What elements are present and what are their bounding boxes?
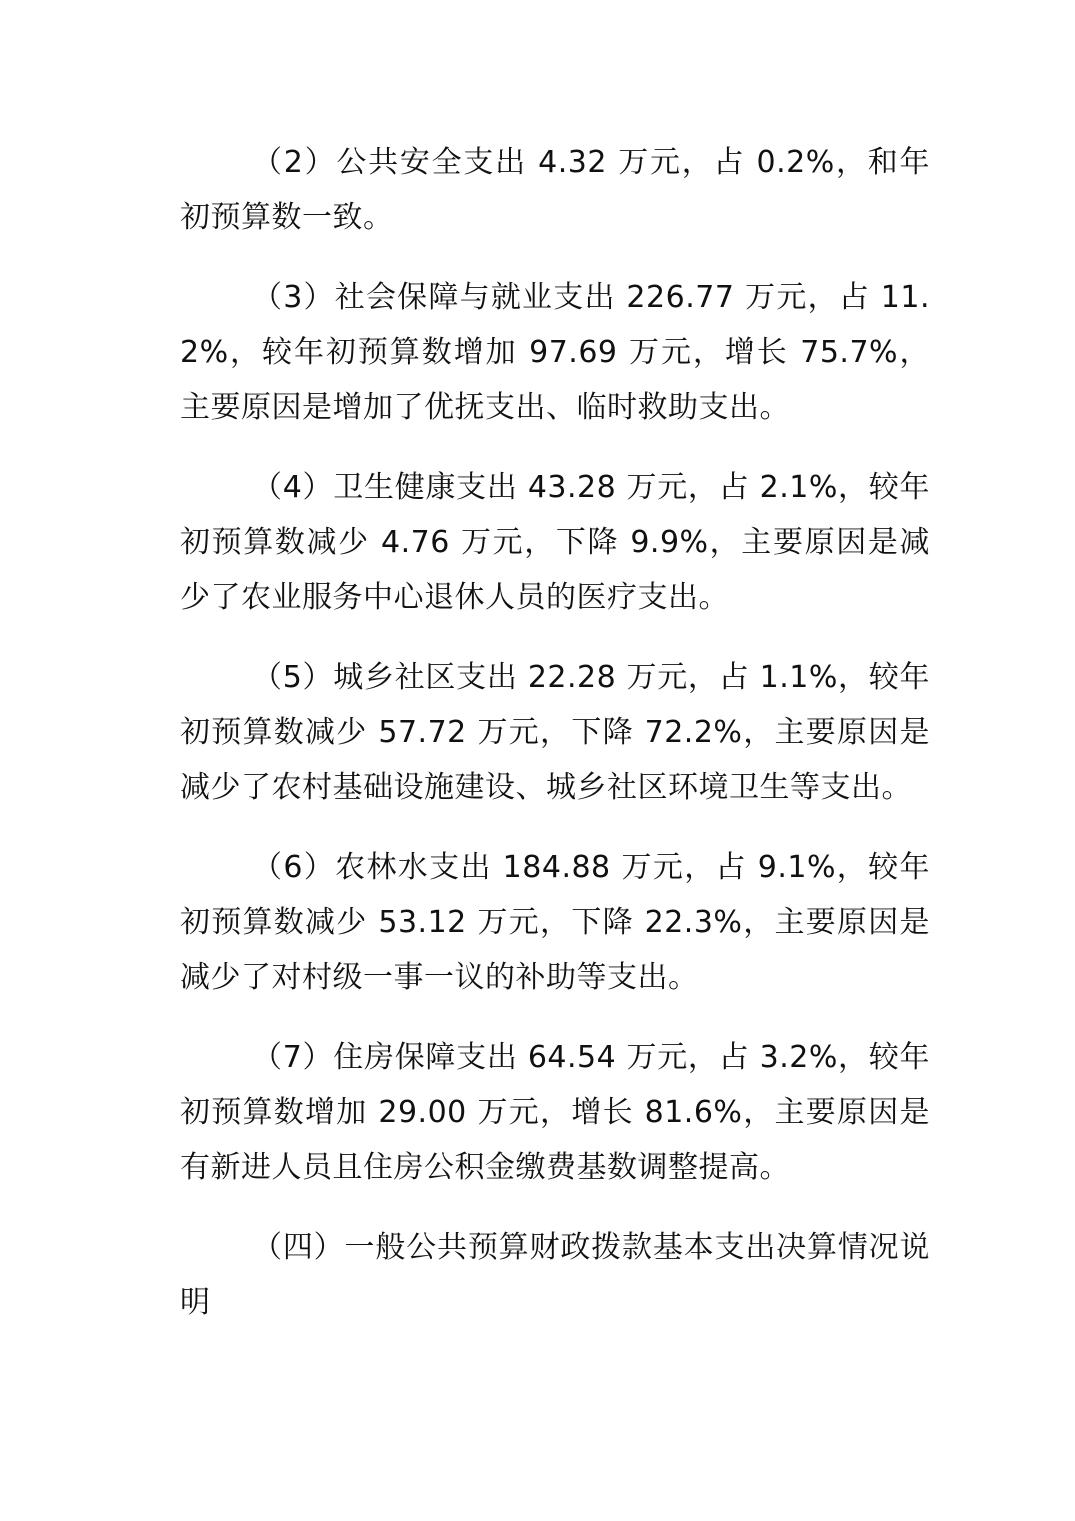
paragraph-public-security: （2）公共安全支出 4.32 万元，占 0.2%，和年初预算数一致。 [180, 145, 930, 235]
paragraph-urban-rural: （5）城乡社区支出 22.28 万元，占 1.1%，较年初预算数减少 57.72 万元，下降 72.2%，主要原因是减少了农村基础设施建设、城乡社区环境卫生等支出。 [180, 660, 930, 805]
section-heading: （四）一般公共预算财政拨款基本支出决算情况说明 [180, 1230, 930, 1320]
paragraph-agriculture: （6）农林水支出 184.88 万元，占 9.1%，较年初预算数减少 53.12 万元，下降 22.3%，主要原因是减少了对村级一事一议的补助等支出。 [180, 850, 930, 995]
document-page [180, 135, 930, 1355]
paragraph-social-security: （3）社会保障与就业支出 226.77 万元，占 11.2%，较年初预算数增加 97.69 万元，增长 75.7%，主要原因是增加了优抚支出、临时救助支出。 [180, 280, 930, 425]
paragraph-housing: （7）住房保障支出 64.54 万元，占 3.2%，较年初预算数增加 29.00 万元，增长 81.6%，主要原因是有新进人员且住房公积金缴费基数调整提高。 [180, 1040, 930, 1185]
paragraph-health: （4）卫生健康支出 43.28 万元，占 2.1%，较年初预算数减少 4.76 万元，下降 9.9%，主要原因是减少了农业服务中心退休人员的医疗支出。 [180, 470, 930, 615]
